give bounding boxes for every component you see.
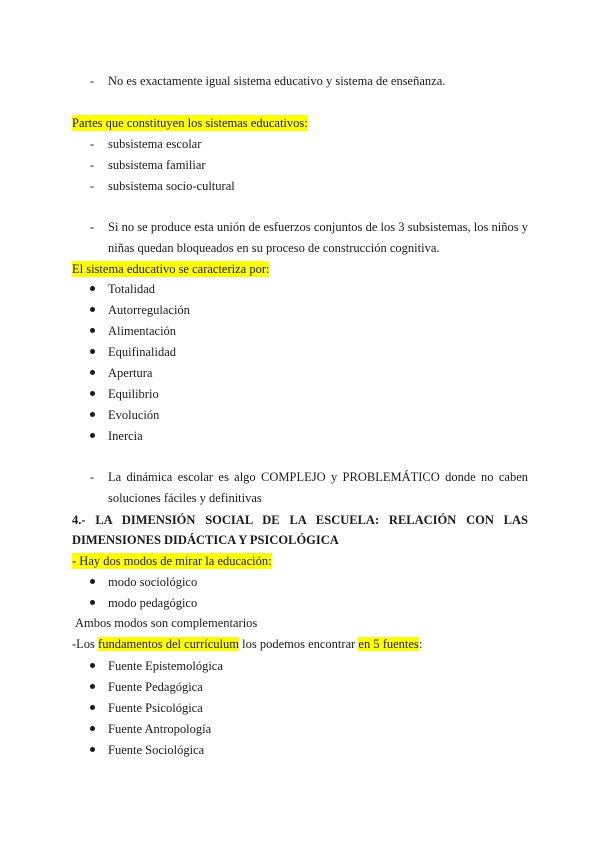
list-item: Fuente Sociológica [108, 743, 205, 757]
dash-marker: - [90, 137, 95, 151]
bullet-marker [90, 684, 95, 689]
list-item: No es exactamente igual sistema educativo y sistema de enseñanza. [108, 74, 446, 88]
fund-highlight-2: en 5 fuentes [358, 637, 419, 651]
section-title: 4.- LA DIMENSIÓN SOCIAL DE LA ESCUELA: RELACIÓN CON LAS [72, 513, 528, 527]
fundamentos-line [72, 636, 422, 652]
fund-suffix: : [418, 637, 423, 651]
list-item: Fuente Pedagógica [108, 680, 203, 694]
list-item: Equilibrio [108, 387, 159, 401]
list-item: Equifinalidad [108, 345, 177, 359]
list-item: Alimentación [108, 324, 177, 338]
list-item: subsistema escolar [108, 137, 202, 151]
list-item: Evolución [108, 408, 160, 422]
dash-marker: - [90, 179, 95, 193]
list-item: modo pedagógico [108, 596, 198, 610]
bullet-marker [90, 412, 95, 417]
list-item: Apertura [108, 366, 153, 380]
bullet-marker [90, 579, 95, 584]
bullet-marker [90, 663, 95, 668]
modos-heading: - Hay dos modos de mirar la educación: [72, 554, 272, 568]
fund-highlight-1: fundamentos del currículum [98, 637, 239, 651]
bullet-marker [90, 286, 95, 291]
list-item: Fuente Epistemológica [108, 659, 223, 673]
section-heading-partes: Partes que constituyen los sistemas educativos: [72, 116, 308, 130]
bullet-marker [90, 391, 95, 396]
list-item: Fuente Antropología [108, 722, 212, 736]
section-heading-caracteriza: El sistema educativo se caracteriza por: [72, 262, 270, 276]
bullet-marker [90, 433, 95, 438]
list-item: Autorregulación [108, 303, 190, 317]
list-item: Totalidad [108, 282, 156, 296]
paragraph-line: soluciones fáciles y definitivas [108, 491, 262, 505]
fund-prefix: -Los [72, 637, 99, 651]
bullet-marker [90, 307, 95, 312]
dash-marker: - [90, 158, 95, 172]
bullet-marker [90, 328, 95, 333]
bullet-marker [90, 370, 95, 375]
bullet-marker [90, 349, 95, 354]
paragraph-line: Si no se produce esta unión de esfuerzos conjuntos de los 3 subsistemas, los niños y [108, 220, 528, 234]
list-item: Fuente Psicológica [108, 701, 203, 715]
dash-marker: - [90, 220, 95, 234]
bullet-marker [90, 600, 95, 605]
dash-marker: - [90, 470, 95, 484]
complement-note: Ambos modos son complementarios [75, 616, 258, 630]
paragraph-line: niñas quedan bloqueados en su proceso de construcción cognitiva. [108, 241, 440, 255]
fund-mid: los podemos encontrar [238, 637, 359, 651]
list-item: Inercia [108, 429, 143, 443]
list-item: modo sociológico [108, 575, 198, 589]
list-item: subsistema familiar [108, 158, 206, 172]
bullet-marker [90, 747, 95, 752]
paragraph-line: La dinámica escolar es algo COMPLEJO y PROBLEMÁTICO donde no caben [108, 470, 528, 484]
list-item: subsistema socio-cultural [108, 179, 235, 193]
bullet-marker [90, 705, 95, 710]
dash-marker: - [90, 74, 95, 88]
bullet-marker [90, 726, 95, 731]
section-title-line2: DIMENSIONES DIDÁCTICA Y PSICOLÓGICA [72, 533, 339, 547]
